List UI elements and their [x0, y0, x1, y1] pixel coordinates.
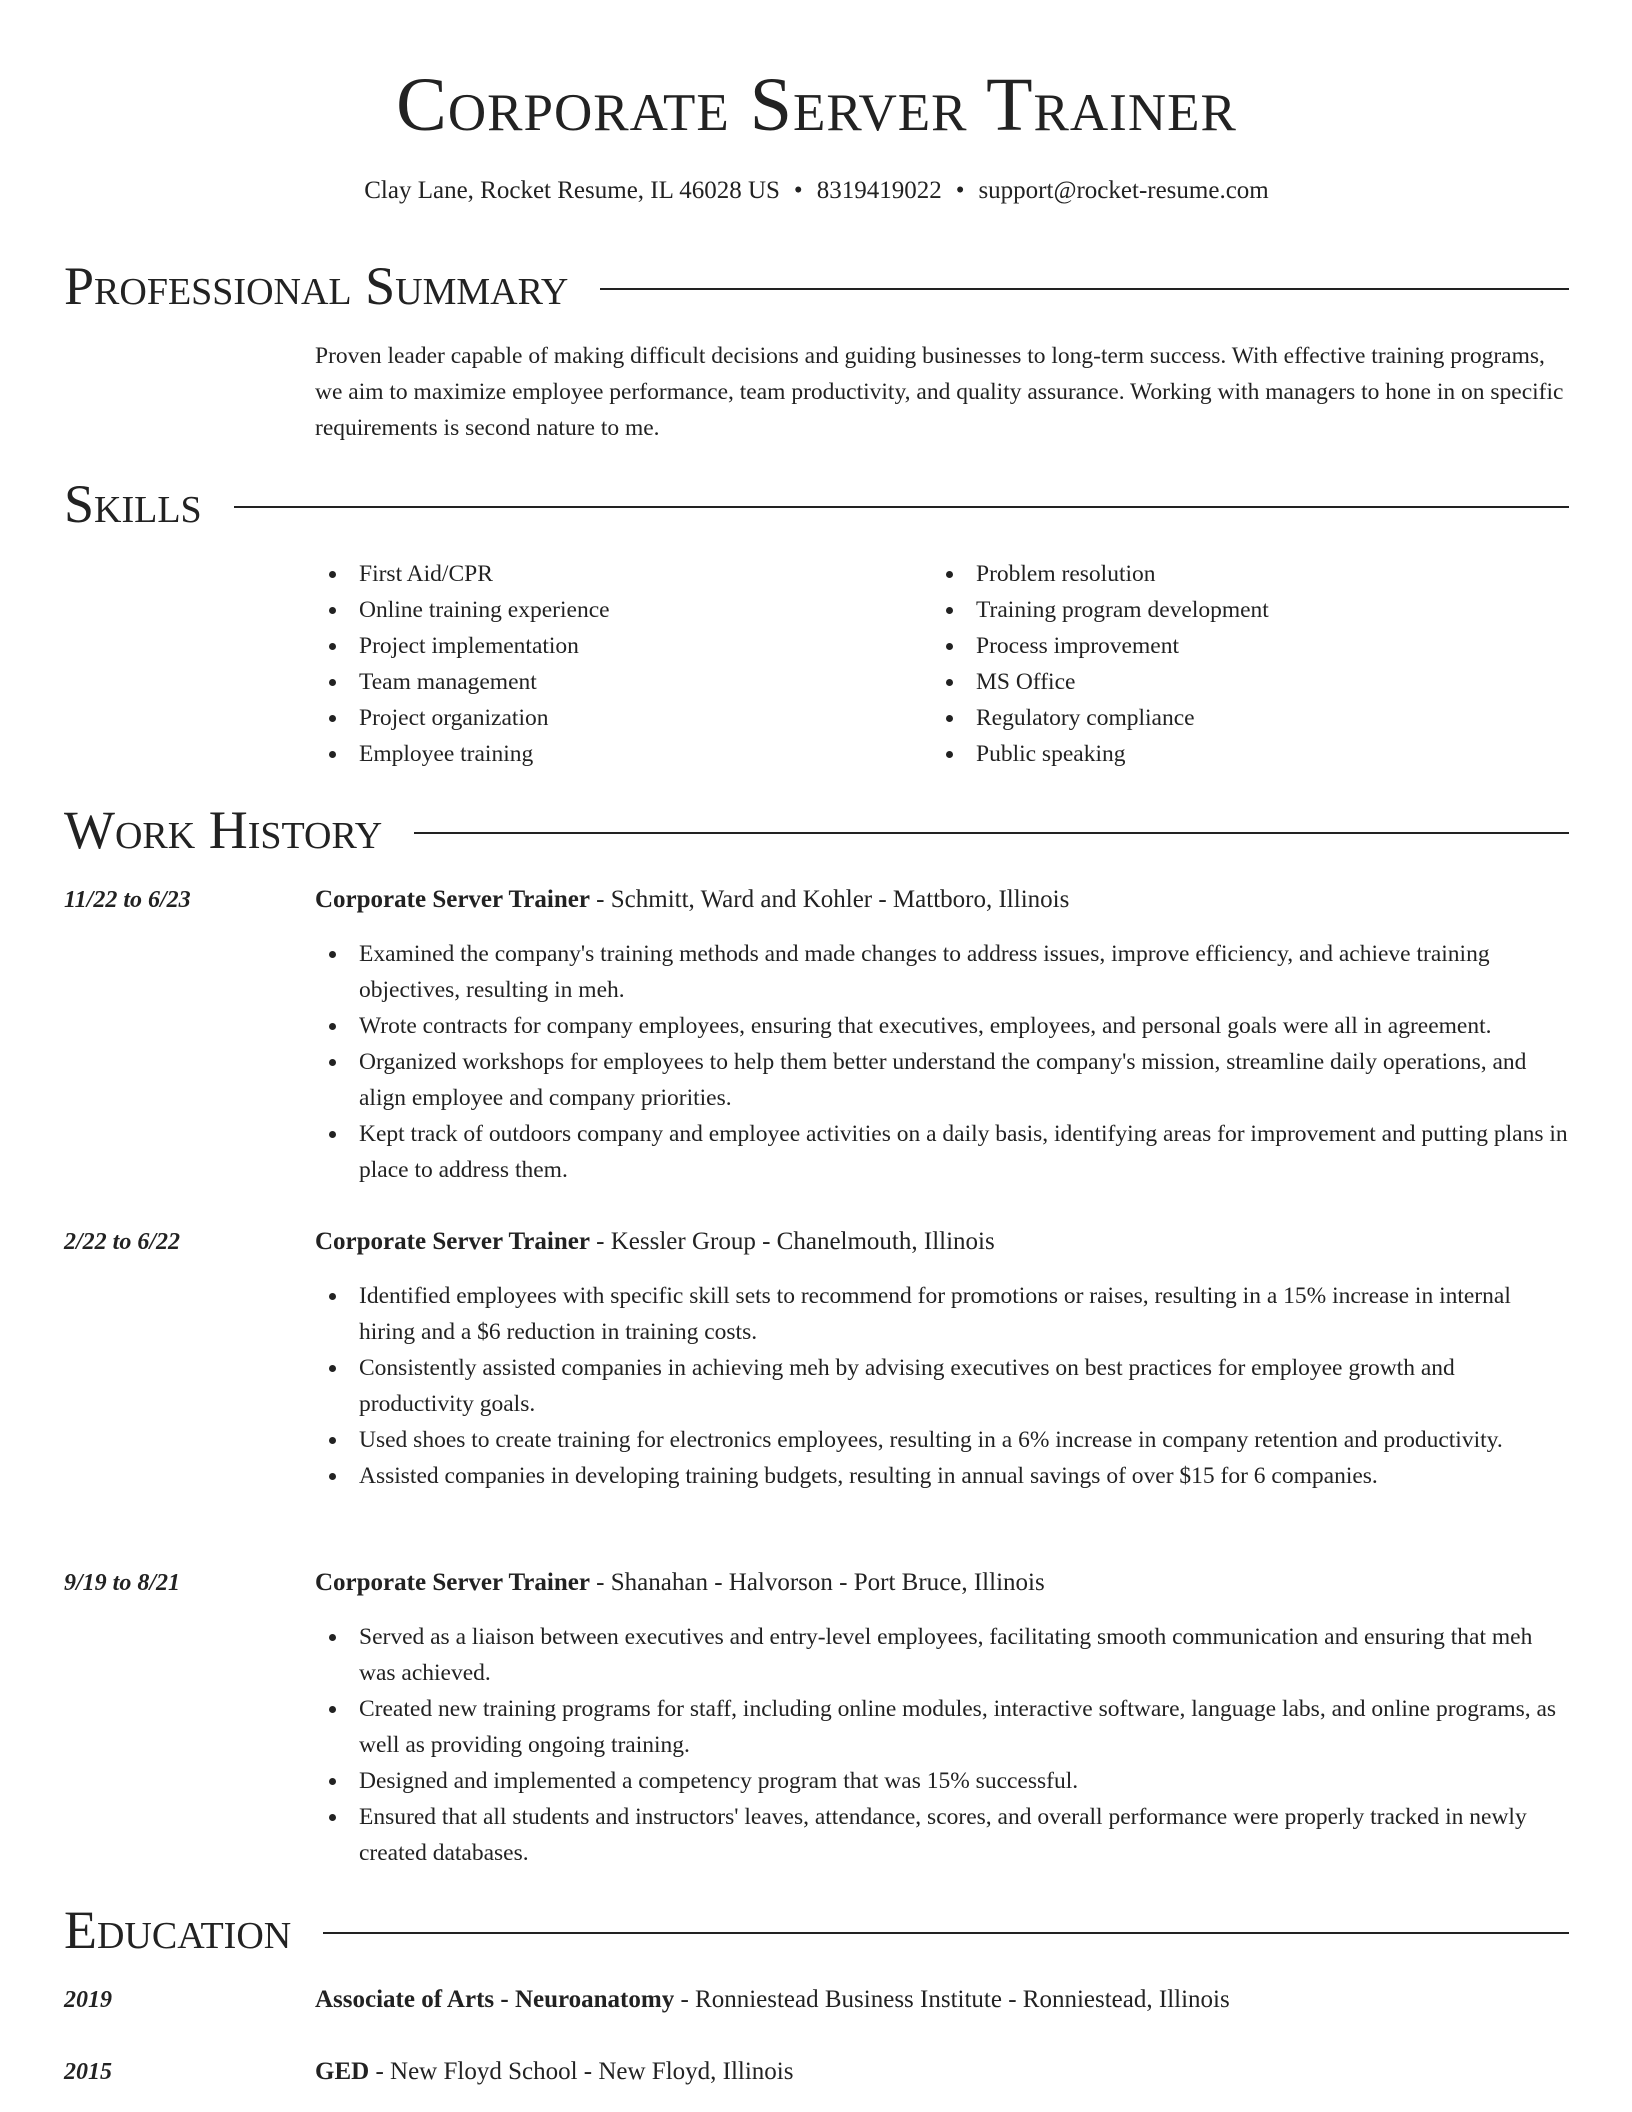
job-details: - Shanahan - Halvorson - Port Bruce, Illinois: [589, 1569, 1045, 1596]
job-bullet: Assisted companies in developing training budgets, resulting in annual savings of over $15 for 6 companies.: [315, 1458, 1569, 1494]
job-bullets: [315, 1619, 1569, 1871]
education-title-line: [315, 2054, 1569, 2090]
work-heading: Work History: [64, 800, 383, 860]
job-title: Corporate Server Trainer: [315, 886, 590, 913]
job-details: - Schmitt, Ward and Kohler - Mattboro, Illinois: [589, 886, 1070, 913]
section-divider: [600, 288, 1569, 290]
contact-address: Clay Lane, Rocket Resume, IL 46028 US: [364, 177, 780, 204]
education-degree: GED: [315, 2058, 370, 2085]
skill-item: MS Office: [932, 664, 1549, 700]
skills-column-left: [315, 556, 932, 772]
skill-item: Project organization: [315, 700, 932, 736]
job-details: - Kessler Group - Chanelmouth, Illinois: [589, 1228, 995, 1255]
resume-name: Corporate Server Trainer: [396, 63, 1237, 147]
section-divider: [234, 506, 1569, 508]
contact-email: support@rocket-resume.com: [978, 177, 1269, 204]
skills-heading: Skills: [64, 474, 202, 534]
education-degree: Associate of Arts - Neuroanatomy: [315, 1986, 675, 2013]
contact-phone: 8319419022: [816, 177, 942, 204]
summary-text: Proven leader capable of making difficult decisions and guiding businesses to long-term success. With effective training programs, we aim to maximize employee performance, team productivity, and quality assurance. Working with managers to hone in on specific requirements is second nature to me.: [315, 343, 1564, 441]
education-title-line: [315, 1982, 1569, 2018]
job-bullet: Used shoes to create training for electronics employees, resulting in a 6% increase in company retention and productivity.: [315, 1422, 1569, 1458]
skill-item: Online training experience: [315, 592, 932, 628]
education-date: 2019: [64, 1987, 112, 2013]
skill-item: Problem resolution: [932, 556, 1549, 592]
job-bullet: Wrote contracts for company employees, ensuring that executives, employees, and personal goals were all in agreement.: [315, 1008, 1569, 1044]
contact-separator: •: [955, 177, 965, 204]
job-bullet: Kept track of outdoors company and employee activities on a daily basis, identifying areas for improvement and putting plans in place to address them.: [315, 1116, 1569, 1188]
skill-item: Regulatory compliance: [932, 700, 1549, 736]
job-bullet: Consistently assisted companies in achieving meh by advising executives on best practices for employee growth and productivity goals.: [315, 1350, 1569, 1422]
education-details: - New Floyd School - New Floyd, Illinois: [369, 2058, 794, 2085]
job-title: Corporate Server Trainer: [315, 1228, 590, 1255]
summary-section-header: [64, 256, 1569, 316]
job-bullet: Organized workshops for employees to help them better understand the company's mission, streamline daily operations, and align employee and company priorities.: [315, 1044, 1569, 1116]
education-section-header: [64, 1900, 1569, 1960]
job-bullet: Created new training programs for staff, including online modules, interactive software, language labs, and online programs, as well as providing ongoing training.: [315, 1691, 1569, 1763]
job-date: 11/22 to 6/23: [64, 887, 191, 913]
skill-item: Public speaking: [932, 736, 1549, 772]
job-title-line: [315, 1224, 1569, 1260]
job-bullet: Examined the company's training methods and made changes to address issues, improve efficiency, and achieve training objectives, resulting in meh.: [315, 936, 1569, 1008]
skill-item: Training program development: [932, 592, 1549, 628]
summary-heading: Professional Summary: [64, 256, 569, 316]
section-divider: [323, 1932, 1569, 1934]
resume-page: [64, 0, 1569, 2112]
skill-item: First Aid/CPR: [315, 556, 932, 592]
job-bullet: Identified employees with specific skill sets to recommend for promotions or raises, resulting in a 15% increase in internal hiring and a $6 reduction in training costs.: [315, 1278, 1569, 1350]
education-details: - Ronniestead Business Institute - Ronniestead, Illinois: [674, 1986, 1230, 2013]
education-date: 2015: [64, 2059, 112, 2085]
job-bullet: Designed and implemented a competency program that was 15% successful.: [315, 1763, 1569, 1799]
work-section-header: [64, 800, 1569, 860]
job-title-line: [315, 1565, 1569, 1601]
job-bullet: Ensured that all students and instructors' leaves, attendance, scores, and overall performance were properly tracked in newly created databases.: [315, 1799, 1569, 1871]
skill-item: Process improvement: [932, 628, 1549, 664]
job-title-line: [315, 882, 1569, 918]
skill-item: Project implementation: [315, 628, 932, 664]
job-bullets: [315, 1278, 1569, 1494]
skills-list: [315, 556, 1569, 772]
job-bullet: Served as a liaison between executives and entry-level employees, facilitating smooth communication and ensuring that meh was achieved.: [315, 1619, 1569, 1691]
job-date: 9/19 to 8/21: [64, 1570, 181, 1596]
contact-separator: •: [793, 177, 803, 204]
skill-item: Team management: [315, 664, 932, 700]
contact-line: [64, 174, 1569, 208]
section-divider: [414, 832, 1569, 834]
skill-item: Employee training: [315, 736, 932, 772]
skills-column-right: [932, 556, 1549, 772]
skills-section-header: [64, 474, 1569, 534]
job-bullets: [315, 936, 1569, 1188]
job-date: 2/22 to 6/22: [64, 1229, 181, 1255]
job-title: Corporate Server Trainer: [315, 1569, 590, 1596]
education-heading: Education: [64, 1900, 292, 1960]
